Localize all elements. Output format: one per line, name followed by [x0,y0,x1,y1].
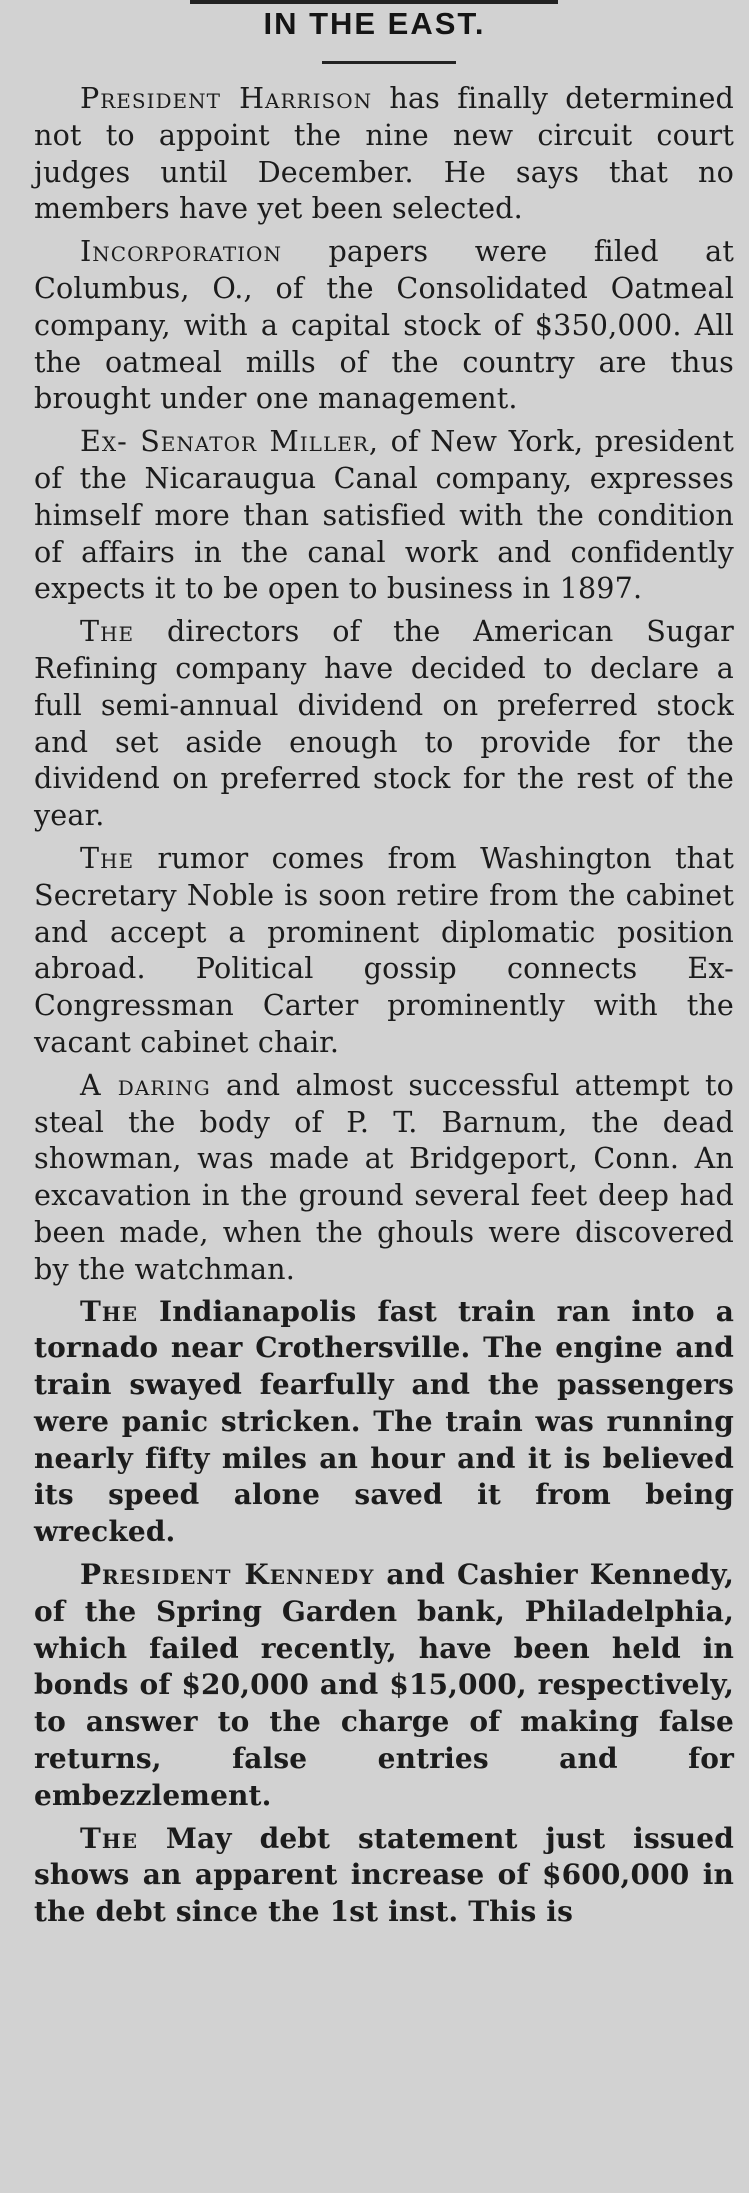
news-item-harrison [34,80,734,227]
item-lead: President Kennedy [80,1558,375,1592]
item-lead: Ex- Senator Miller, [80,424,379,459]
news-item-noble [34,840,734,1061]
item-lead: A daring [80,1067,211,1102]
item-text: Indianapolis fast train ran into a tornado near Crothersville. The engine and train swayed fearfully and the passengers were panic stricken. The train was running nearly fifty miles an hour and it is believed its speed alone saved it from being wrecked. [34,1294,734,1549]
article-column [34,80,734,1937]
news-item-barnum [34,1067,734,1288]
heading-rule [322,61,456,64]
news-item-tornado [34,1294,734,1552]
item-text: rumor comes from Washington that Secretary Noble is soon retire from the cabinet and accept a prominent diplomatic position abroad. Political gossip connects Ex-Congressman Carter prominently with the vacant cabinet chair. [34,840,734,1059]
news-item-sugar [34,613,734,834]
item-text: and Cashier Kennedy, of the Spring Garden bank, Philadelphia, which failed recently, have been held in bonds of $20,000 and $15,000, respectively, to answer to the charge of making false returns, false entries and for embezzlement. [34,1558,734,1812]
news-item-miller [34,423,734,607]
item-lead: President Harrison [80,81,373,115]
item-text: papers were filed at Columbus, O., of the Consolidated Oatmeal company, with a capital stock of $350,000. All the oatmeal mills of the country are thus brought under one management. [34,234,734,416]
item-text: and almost successful attempt to steal the body of P. T. Barnum, the dead showman, was made at Bridgeport, Conn. An excavation in the ground several feet deep had been made, when the ghouls were discovered by the watchman. [34,1067,734,1286]
news-item-debt [34,1821,734,1931]
item-lead: The [80,1294,138,1328]
section-heading: IN THE EAST. [263,6,486,41]
news-item-kennedy [34,1557,734,1815]
item-lead: The [80,1821,138,1855]
top-rule [190,0,558,4]
item-lead: Incorporation [80,234,282,269]
item-text: May debt statement just issued shows an apparent increase of $600,000 in the debt since the 1st inst. This is [34,1821,734,1929]
item-lead: The [80,840,135,875]
item-text: directors of the American Sugar Refining company have decided to declare a full semi-annual dividend on preferred stock and set aside enough to provide for the dividend on preferred stock for the rest of the year. [34,614,734,833]
item-lead: The [80,614,135,649]
item-text: of New York, president of the Nicaraugua Canal company, expresses himself more than satisfied with the condition of affairs in the canal work and confidently expects it to be open to business in 1897. [34,424,734,606]
news-item-oatmeal [34,233,734,417]
item-text: has finally determined not to appoint the nine new circuit court judges until December. He says that no members have yet been selected. [34,81,734,226]
